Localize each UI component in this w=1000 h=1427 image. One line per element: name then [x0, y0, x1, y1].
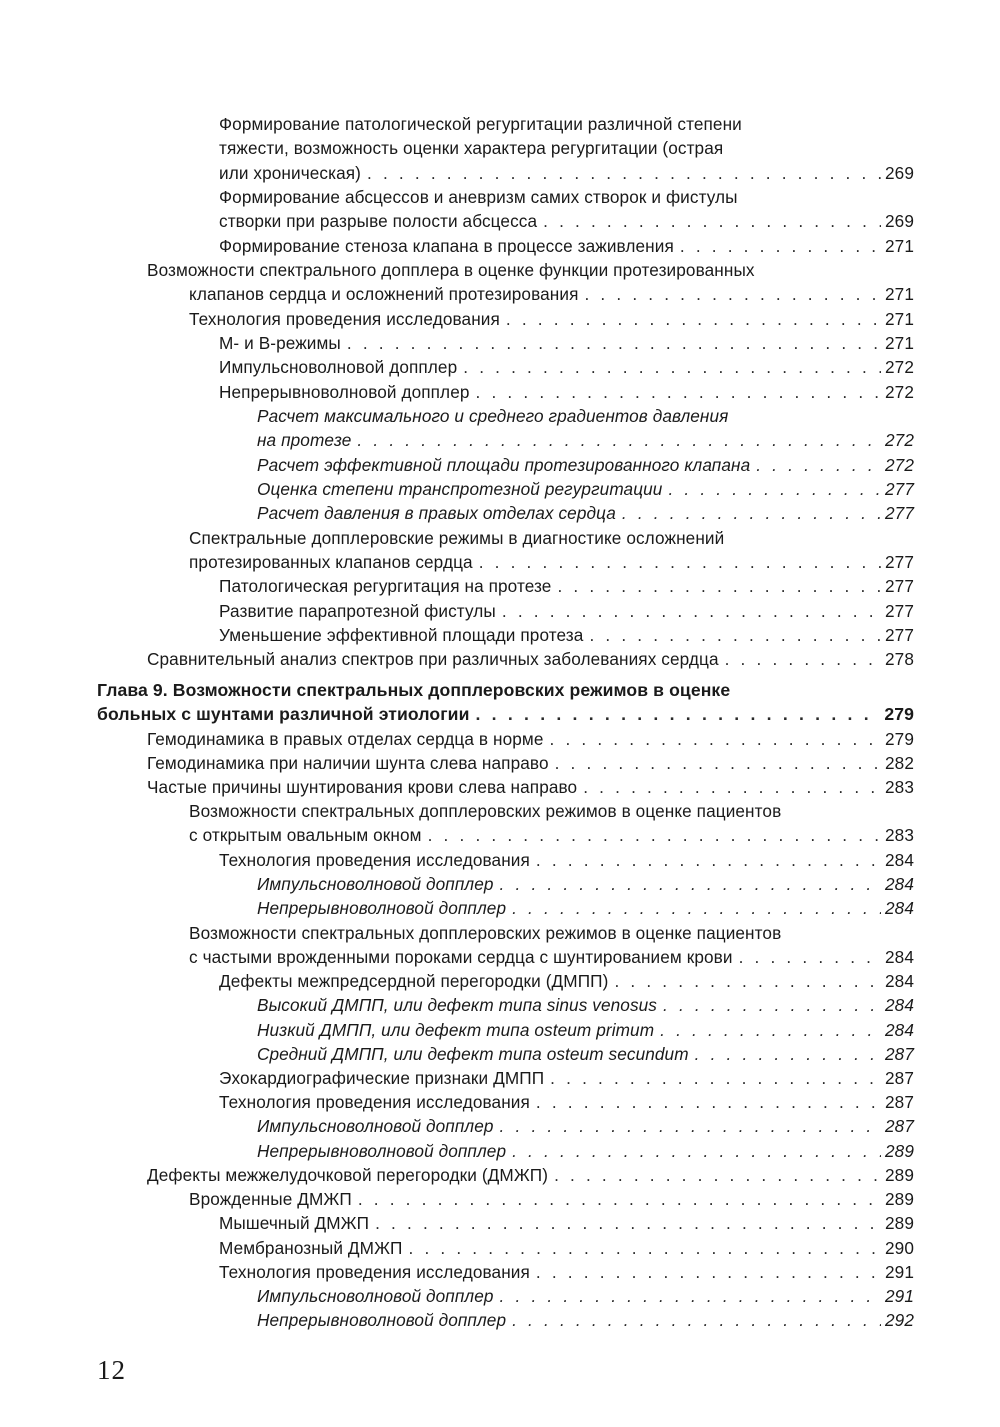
dot-leader — [512, 1139, 881, 1163]
toc-entry — [219, 1066, 914, 1090]
toc-line — [147, 1163, 914, 1187]
toc-entry-title: Технология проведения исследования — [219, 1262, 530, 1282]
dot-leader — [550, 727, 882, 751]
toc-entry — [219, 234, 914, 258]
dot-leader — [589, 623, 881, 647]
toc-page-number: 284 — [885, 850, 914, 870]
toc-line — [257, 1139, 914, 1163]
toc-entry-title: Импульсноволновой допплер — [219, 357, 458, 377]
toc-entry — [219, 331, 914, 355]
toc-entry — [257, 404, 914, 453]
toc-entry — [147, 258, 914, 307]
dot-leader — [660, 1018, 881, 1042]
dot-leader — [725, 647, 881, 671]
toc-line — [147, 775, 914, 799]
toc-entry-title: Развитие парапротезной фистулы — [219, 601, 496, 621]
toc-entry-title: Высокий ДМПП, или дефект типа sinus venosus — [257, 995, 657, 1015]
toc-entry — [219, 623, 914, 647]
toc-entry — [147, 1163, 914, 1187]
toc-entry-title: Спектральные допплеровские режимы в диагностике осложнений — [189, 528, 725, 548]
toc-page-number: 277 — [885, 601, 914, 621]
toc-line — [257, 1018, 914, 1042]
toc-entry-title: Возможности спектральных допплеровских режимов в оценке пациентов — [189, 923, 782, 943]
toc-line — [219, 1211, 914, 1235]
toc-entry — [257, 1018, 914, 1042]
toc-line — [189, 526, 914, 550]
toc-entry-title: Непрерывноволновой допплер — [257, 1310, 507, 1330]
toc-page-number: 272 — [885, 357, 914, 377]
dot-leader — [622, 501, 881, 525]
dot-leader — [512, 1308, 881, 1332]
toc-entry-title: М- и В-режимы — [219, 333, 341, 353]
toc-entry-title: Расчет давления в правых отделах сердца — [257, 503, 616, 523]
toc-entry — [257, 1284, 914, 1308]
toc-page-number: 279 — [885, 729, 914, 749]
toc-entry-title: Патологическая регургитация на протезе — [219, 576, 552, 596]
toc-page-number: 292 — [885, 1310, 914, 1330]
toc-line — [257, 501, 914, 525]
toc-line — [147, 647, 914, 671]
toc-entry — [257, 872, 914, 896]
toc-page-number: 287 — [885, 1068, 914, 1088]
toc-line — [257, 428, 914, 452]
toc-entry-title: клапанов сердца и осложнений протезирования — [189, 284, 579, 305]
toc-entry-title: Непрерывноволновой допплер — [219, 382, 470, 402]
toc-line — [219, 161, 914, 185]
dot-leader — [476, 380, 882, 404]
toc-entry — [219, 848, 914, 872]
toc-entry-title: Непрерывноволновой допплер — [257, 898, 507, 918]
toc-page-number: 289 — [885, 1189, 914, 1209]
toc-page-number: 291 — [885, 1262, 914, 1282]
toc-entry-title: больных с шунтами различной этиологии — [97, 704, 470, 725]
toc-entry-title: Импульсноволновой допплер — [257, 874, 494, 894]
toc-page-number: 269 — [885, 211, 914, 232]
toc-line — [257, 404, 914, 428]
dot-leader — [357, 428, 881, 452]
toc-entry-title: протезированных клапанов сердца — [189, 552, 473, 573]
toc-entry-title: Импульсноволновой допплер — [257, 1286, 494, 1306]
toc-line — [189, 307, 914, 331]
toc-page-number: 278 — [885, 649, 914, 669]
toc-page-number: 272 — [885, 430, 914, 451]
toc-line — [189, 1187, 914, 1211]
toc-page-number: 277 — [885, 503, 914, 523]
toc-entry — [189, 307, 914, 331]
toc-entry — [219, 574, 914, 598]
dot-leader — [536, 1090, 881, 1114]
toc-line — [257, 872, 914, 896]
toc-line — [147, 727, 914, 751]
toc-entry-title: или хроническая) — [219, 162, 362, 183]
dot-leader — [475, 702, 880, 726]
dot-leader — [668, 477, 881, 501]
toc-entry-title: Дефекты межжелудочковой перегородки (ДМЖП) — [147, 1165, 549, 1185]
dot-leader — [614, 969, 881, 993]
toc-page-number: 284 — [885, 874, 914, 894]
toc-line — [97, 702, 914, 726]
dot-leader — [739, 945, 881, 969]
toc-line — [257, 896, 914, 920]
toc-entry — [257, 1042, 914, 1066]
dot-leader — [695, 1042, 881, 1066]
toc-entry — [257, 993, 914, 1017]
toc-page-number: 271 — [885, 333, 914, 353]
toc-line — [189, 550, 914, 574]
toc-line — [97, 678, 914, 702]
toc-entry-title: Врожденные ДМЖП — [189, 1189, 352, 1209]
dot-leader — [555, 751, 881, 775]
toc-line — [219, 331, 914, 355]
toc-line — [219, 112, 914, 136]
dot-leader — [479, 550, 881, 574]
dot-leader — [756, 453, 881, 477]
toc-entry-title: Непрерывноволновой допплер — [257, 1141, 507, 1161]
toc-entry — [219, 380, 914, 404]
toc-page-number: 283 — [885, 825, 914, 846]
dot-leader — [347, 331, 881, 355]
dot-leader — [500, 1284, 881, 1308]
dot-leader — [500, 1114, 881, 1138]
toc-entry — [257, 453, 914, 477]
toc-page-number: 291 — [885, 1286, 914, 1306]
toc-entry-title: Мембранозный ДМЖП — [219, 1238, 403, 1258]
dot-leader — [680, 234, 881, 258]
toc-entry — [257, 1308, 914, 1332]
toc-page-number: 279 — [884, 704, 914, 725]
toc-page-number: 282 — [885, 753, 914, 773]
toc-entry — [219, 355, 914, 379]
toc-entry-title: Дефекты межпредсердной перегородки (ДМПП) — [219, 971, 609, 991]
toc-entry-title: Уменьшение эффективной площади протеза — [219, 625, 584, 645]
toc-entry — [219, 185, 914, 234]
toc-entry-title: Технология проведения исследования — [189, 309, 500, 329]
dot-leader — [554, 1163, 881, 1187]
toc-entry — [189, 526, 914, 575]
toc-line — [189, 823, 914, 847]
dot-leader — [583, 775, 881, 799]
toc-entry — [147, 751, 914, 775]
toc-page-number: 271 — [885, 284, 914, 305]
toc-line — [219, 185, 914, 209]
toc-entry — [219, 1211, 914, 1235]
dot-leader — [463, 355, 881, 379]
dot-leader — [557, 574, 881, 598]
toc-page-number: 277 — [885, 552, 914, 573]
toc-page-number: 287 — [885, 1116, 914, 1136]
dot-leader — [500, 872, 881, 896]
dot-leader — [409, 1236, 882, 1260]
toc-entry — [147, 775, 914, 799]
toc-entry — [257, 896, 914, 920]
toc-line — [257, 1308, 914, 1332]
toc-page-number: 289 — [885, 1213, 914, 1233]
toc-page-number: 271 — [885, 236, 914, 256]
toc-line — [219, 380, 914, 404]
toc-entry-title: Технология проведения исследования — [219, 850, 530, 870]
toc-chapter-heading — [97, 678, 914, 727]
toc-entry-title: Возможности спектральных допплеровских режимов в оценке пациентов — [189, 801, 782, 821]
toc-entry — [147, 727, 914, 751]
toc-entry-title: Технология проведения исследования — [219, 1092, 530, 1112]
toc-line — [219, 209, 914, 233]
dot-leader — [375, 1211, 881, 1235]
toc-line — [257, 453, 914, 477]
toc-line — [189, 799, 914, 823]
toc-entry-title: створки при разрыве полости абсцесса — [219, 211, 538, 232]
dot-leader — [428, 823, 881, 847]
toc-line — [257, 993, 914, 1017]
dot-leader — [506, 307, 881, 331]
dot-leader — [584, 282, 881, 306]
toc-entry-title: на протезе — [257, 430, 352, 451]
toc-entry-title: Формирование абсцессов и аневризм самих створок и фистулы — [219, 187, 738, 207]
toc-line — [189, 945, 914, 969]
dot-leader — [663, 993, 881, 1017]
toc-entry — [257, 477, 914, 501]
toc-page-number: 284 — [885, 995, 914, 1015]
toc-entry-title: Глава 9. Возможности спектральных допплеровских режимов в оценке — [97, 680, 731, 700]
toc-line — [219, 599, 914, 623]
toc-entry — [257, 501, 914, 525]
toc-page-number: 289 — [885, 1165, 914, 1185]
toc-entry — [219, 1090, 914, 1114]
toc-entry — [257, 1139, 914, 1163]
dot-leader — [358, 1187, 881, 1211]
toc-entry — [189, 799, 914, 848]
toc-line — [147, 282, 914, 306]
toc-page-number: 269 — [885, 162, 914, 183]
toc-line — [219, 969, 914, 993]
toc-entry — [219, 112, 914, 185]
toc-entry — [219, 1260, 914, 1284]
toc-line — [219, 1090, 914, 1114]
toc-page-number: 272 — [885, 455, 914, 475]
toc-page-number: 290 — [885, 1238, 914, 1258]
toc-entry-title: Расчет максимального и среднего градиентов давления — [257, 406, 729, 426]
toc-page-number: 283 — [885, 777, 914, 797]
dot-leader — [512, 896, 881, 920]
toc-entry-title: Гемодинамика в правых отделах сердца в норме — [147, 729, 544, 749]
toc-line — [219, 623, 914, 647]
toc-line — [219, 1066, 914, 1090]
dot-leader — [536, 1260, 881, 1284]
toc-line — [147, 258, 914, 282]
toc-entry-title: Импульсноволновой допплер — [257, 1116, 494, 1136]
toc-line — [219, 136, 914, 160]
toc-page-number: 277 — [885, 576, 914, 596]
toc-entry-title: Эхокардиографические признаки ДМПП — [219, 1068, 545, 1088]
toc-entry — [147, 647, 914, 671]
toc-line — [257, 1042, 914, 1066]
toc-line — [219, 848, 914, 872]
toc-page-number: 287 — [885, 1044, 914, 1064]
toc-entry-title: Сравнительный анализ спектров при различных заболеваниях сердца — [147, 649, 719, 669]
dot-leader — [543, 209, 881, 233]
toc-entry — [219, 969, 914, 993]
toc-entry — [257, 1114, 914, 1138]
toc-page-number: 284 — [885, 947, 914, 968]
toc-page-number: 284 — [885, 971, 914, 991]
toc-entry-title: Оценка степени транспротезной регургитации — [257, 479, 663, 499]
toc-page-number: 287 — [885, 1092, 914, 1112]
toc-line — [219, 1236, 914, 1260]
toc-entry-title: Средний ДМПП, или дефект типа osteum secundum — [257, 1044, 689, 1064]
toc-entry-title: Мышечный ДМЖП — [219, 1213, 370, 1233]
toc-line — [189, 921, 914, 945]
toc-entry-title: с открытым овальным окном — [189, 825, 422, 846]
toc-line — [219, 234, 914, 258]
toc-entry-title: Формирование стеноза клапана в процессе заживления — [219, 236, 674, 256]
toc-entry — [219, 1236, 914, 1260]
toc-line — [219, 1260, 914, 1284]
toc-page-number: 289 — [885, 1141, 914, 1161]
toc-page-number: 271 — [885, 309, 914, 329]
toc-entry-title: Формирование патологической регургитации различной степени — [219, 114, 742, 134]
toc-page-number: 277 — [885, 625, 914, 645]
dot-leader — [536, 848, 881, 872]
dot-leader — [367, 161, 881, 185]
page-number: 12 — [97, 1355, 126, 1385]
toc-entry-title: Низкий ДМПП, или дефект типа osteum primum — [257, 1020, 655, 1040]
toc-page-number: 284 — [885, 898, 914, 918]
toc-entry-title: Расчет эффективной площади протезированного клапана — [257, 455, 751, 475]
toc-line — [147, 751, 914, 775]
toc-entry-title: Частые причины шунтирования крови слева направо — [147, 777, 578, 797]
toc-entry-title: Возможности спектрального допплера в оценке функции протезированных — [147, 260, 755, 280]
toc-page-number: 284 — [885, 1020, 914, 1040]
toc-entry-title: с частыми врожденными пороками сердца с шунтированием крови — [189, 947, 733, 968]
dot-leader — [550, 1066, 881, 1090]
toc-line — [257, 477, 914, 501]
toc-page-number: 272 — [885, 382, 914, 402]
dot-leader — [502, 599, 881, 623]
toc-entry — [189, 1187, 914, 1211]
toc-entry-title: Гемодинамика при наличии шунта слева направо — [147, 753, 549, 773]
toc-line — [219, 355, 914, 379]
toc-entry — [189, 921, 914, 970]
toc-line — [257, 1114, 914, 1138]
toc-entry — [219, 599, 914, 623]
toc-entry-title: тяжести, возможность оценки характера регургитации (острая — [219, 138, 724, 159]
toc-page-number: 277 — [885, 479, 914, 499]
toc-line — [219, 574, 914, 598]
toc-line — [257, 1284, 914, 1308]
